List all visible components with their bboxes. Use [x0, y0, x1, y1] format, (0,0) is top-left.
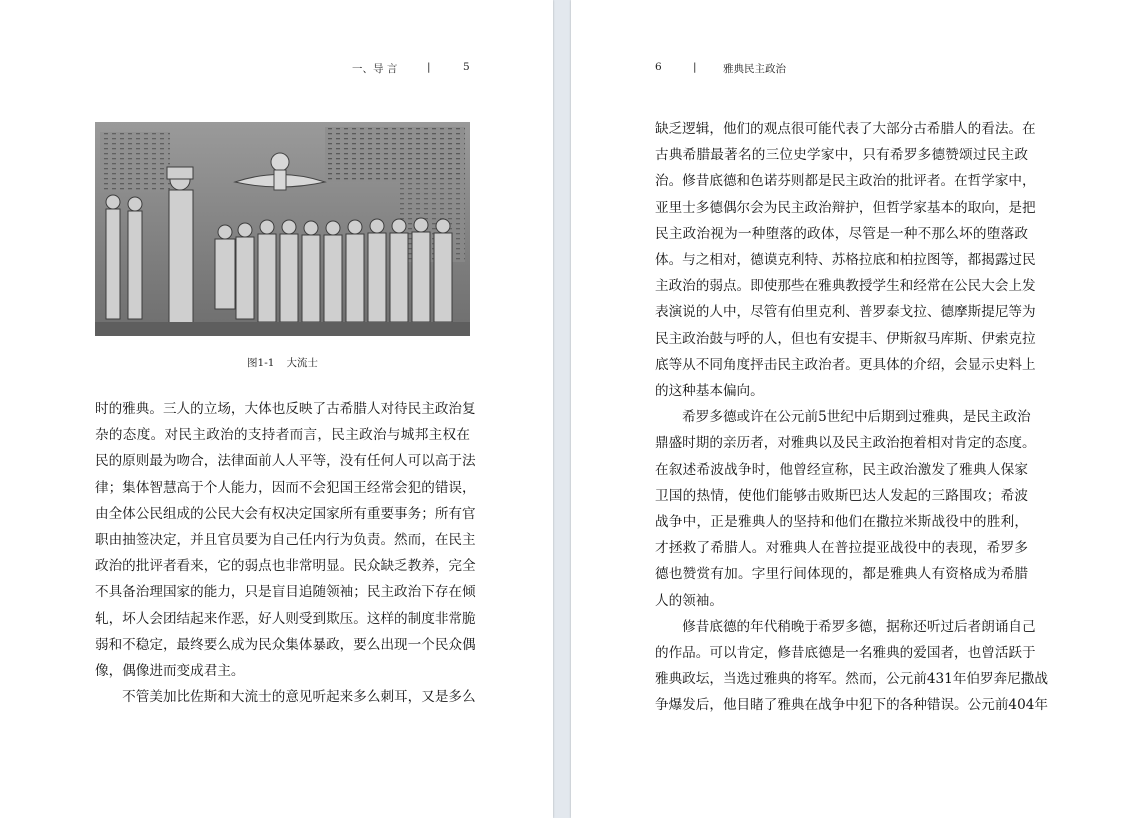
page-number: 6 — [655, 61, 662, 73]
text-line: 战争中，正是雅典人的坚持和他们在撒拉米斯战役中的胜利， — [655, 514, 1028, 530]
figure-title: 大流士 — [286, 357, 318, 369]
left-page — [0, 0, 553, 818]
text-line: 德也赞赏有加。字里行间体现的，都是雅典人有资格成为希腊 — [655, 566, 1028, 583]
text-line: 的作品。可以肯定，修昔底德是一名雅典的爱国者，也曾活跃于 — [655, 645, 1036, 661]
text-line: 由全体公民组成的公民大会有权决定国家所有重要事务；所有官 — [95, 505, 476, 522]
text-line: 才拯救了希腊人。对雅典人在普拉提亚战役中的表现，希罗多 — [655, 540, 1028, 557]
text-line: 修昔底德的年代稍晚于希罗多德，据称还听过后者朗诵自己 — [655, 618, 1036, 635]
text-line: 主政治的弱点。即使那些在雅典教授学生和经常在公民大会上发 — [655, 278, 1036, 295]
page-number: 5 — [463, 61, 470, 73]
text-line: 弱和不稳定，最终要么成为民众集体暴政，要么出现一个民众偶 — [95, 636, 476, 653]
text-line: 不具备治理国家的能力，只是盲目追随领袖；民主政治下存在倾 — [95, 584, 476, 601]
text-line: 像，偶像进而变成君主。 — [95, 663, 245, 679]
text-line: 在叙述希波战争时，他曾经宣称，民主政治激发了雅典人保家 — [655, 461, 1028, 478]
figure-label: 图1-1 — [247, 357, 275, 369]
text-line: 体。与之相对，德谟克利特、苏格拉底和柏拉图等，都揭露过民 — [655, 252, 1036, 268]
text-line: 卫国的热情，使他们能够击败斯巴达人发起的三路围攻；希波 — [655, 487, 1028, 504]
text-line: 律；集体智慧高于个人能力，因而不会犯国王经常会犯的错误， — [95, 479, 476, 496]
text-line: 不管美加比佐斯和大流士的意见听起来多么刺耳，又是多么 — [95, 689, 476, 706]
text-line: 时的雅典。三人的立场，大体也反映了古希腊人对待民主政治复 — [95, 401, 476, 417]
text-line: 的这种基本偏向。 — [655, 383, 764, 399]
text-line: 治。修昔底德和色诺芬则都是民主政治的批评者。在哲学家中， — [655, 173, 1036, 190]
header-separator: | — [427, 61, 431, 73]
right-page — [571, 0, 1126, 818]
text-line: 政治的批评者看来，它的弱点也非常明显。民众缺乏教养，完全 — [95, 558, 476, 575]
chapter-title: 一、导 言 — [352, 63, 398, 75]
relief-image — [95, 122, 470, 336]
text-line: 杂的态度。对民主政治的支持者而言，民主政治与城邦主权在 — [95, 427, 470, 444]
header-separator: | — [693, 61, 697, 73]
text-line: 争爆发后，他目睹了雅典在战争中犯下的各种错误。公元前404年 — [655, 697, 1048, 714]
text-line: 古典希腊最著名的三位史学家中，只有希罗多德赞颂过民主政 — [655, 147, 1028, 164]
book-title: 雅典民主政治 — [723, 63, 786, 75]
text-line: 民主政治鼓与呼的人，但也有安提丰、伊斯叙马库斯、伊索克拉 — [655, 330, 1036, 347]
text-line: 希罗多德或许在公元前5世纪中后期到过雅典，是民主政治 — [655, 409, 1031, 426]
text-line: 亚里士多德偶尔会为民主政治辩护，但哲学家基本的取向，是把 — [655, 199, 1036, 216]
text-line: 底等从不同角度抨击民主政治者。更具体的介绍，会显示史料上 — [655, 356, 1036, 373]
text-line: 缺乏逻辑，他们的观点很可能代表了大部分古希腊人的看法。在 — [655, 121, 1036, 137]
text-line: 职由抽签决定，并且官员要为自己任内行为负责。然而，在民主 — [95, 532, 476, 548]
text-line: 鼎盛时期的亲历者，对雅典以及民主政治抱着相对肯定的态度。 — [655, 435, 1036, 452]
figure-darius-relief — [95, 122, 470, 336]
text-line: 表演说的人中，尽管有伯里克利、普罗泰戈拉、德摩斯提尼等为 — [655, 304, 1036, 321]
text-line: 雅典政坛，当选过雅典的将军。然而，公元前431年伯罗奔尼撒战 — [655, 671, 1048, 688]
text-line: 轧，坏人会团结起来作恶，好人则受到欺压。这样的制度非常脆 — [95, 610, 476, 627]
text-line: 民主政治视为一种堕落的政体，尽管是一种不那么坏的堕落政 — [655, 225, 1028, 242]
text-line: 民的原则最为吻合，法律面前人人平等，没有任何人可以高于法 — [95, 453, 476, 470]
text-line: 人的领袖。 — [655, 592, 723, 609]
figure-caption — [95, 355, 470, 370]
